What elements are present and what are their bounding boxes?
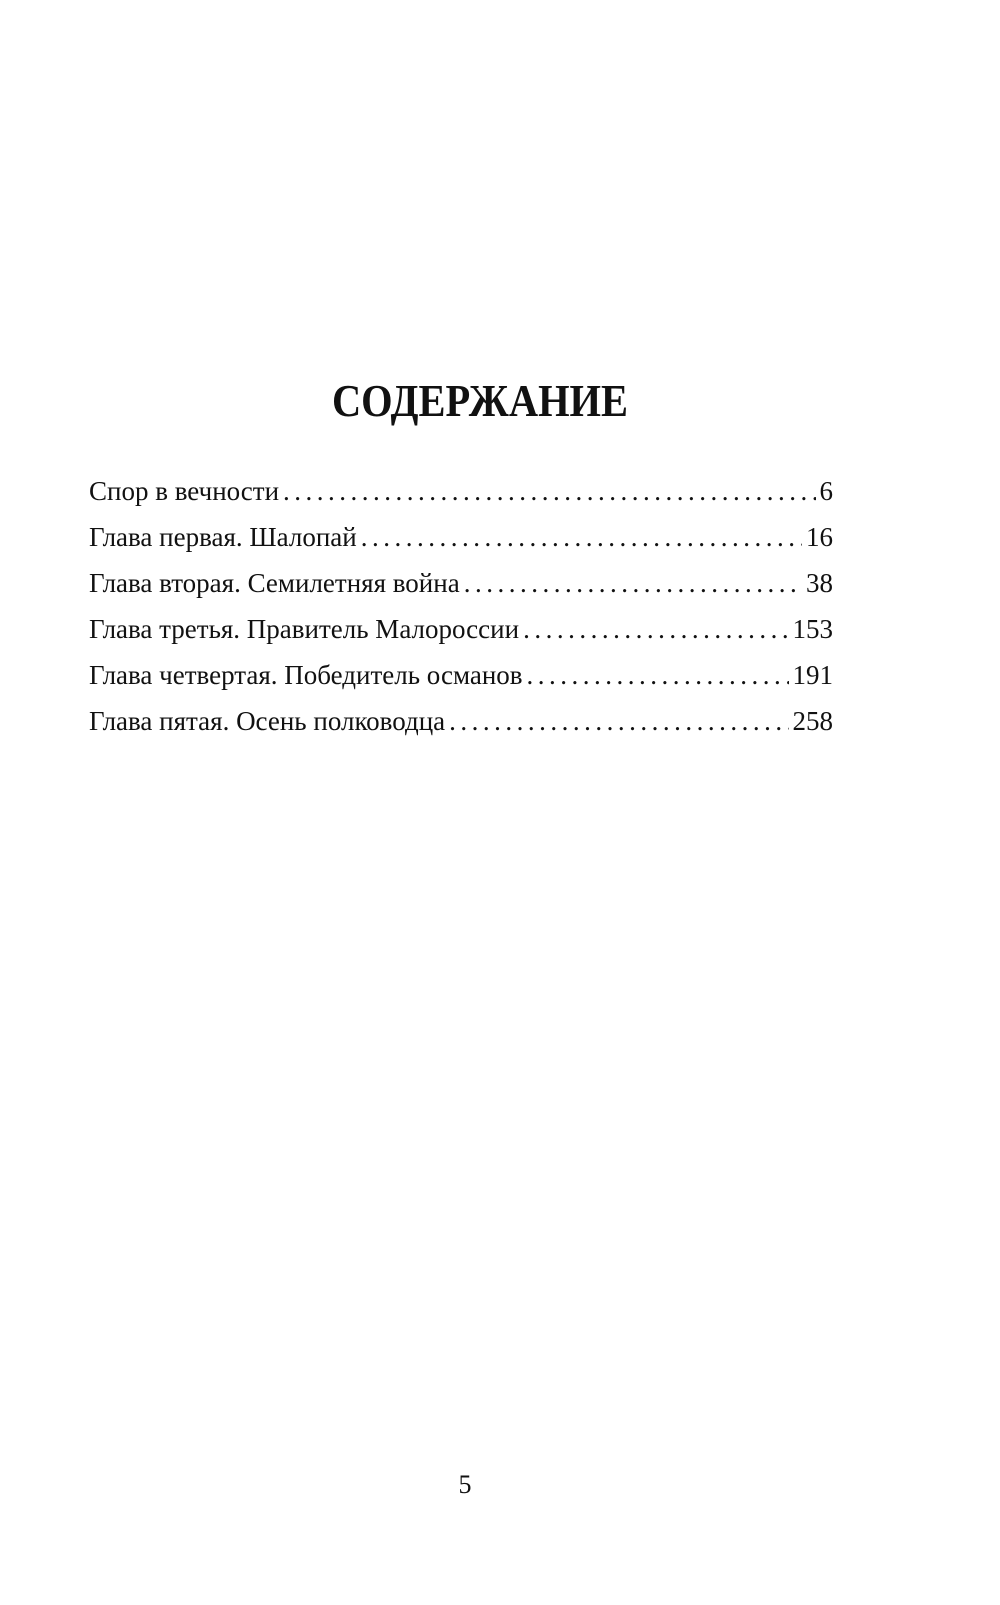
dot-leader xyxy=(283,468,815,514)
toc-entry xyxy=(89,514,833,560)
toc-entry-title: Глава четвертая. Победитель османов xyxy=(89,660,523,690)
toc-entry-page: 153 xyxy=(792,614,833,644)
dot-leader xyxy=(449,698,788,744)
toc-entry xyxy=(89,652,833,698)
toc-entry-title: Глава третья. Правитель Малороссии xyxy=(89,614,520,644)
table-of-contents xyxy=(89,468,833,744)
toc-entry xyxy=(89,560,833,606)
dot-leader xyxy=(523,606,788,652)
toc-entry-page: 16 xyxy=(806,522,833,552)
toc-entry-page: 38 xyxy=(806,568,833,598)
toc-entry-title: Глава первая. Шалопай xyxy=(89,522,357,552)
toc-entry xyxy=(89,698,833,744)
toc-entry xyxy=(89,468,833,514)
dot-leader xyxy=(527,652,789,698)
page-title: СОДЕРЖАНИЕ xyxy=(331,375,629,426)
toc-entry-title: Глава пятая. Осень полководца xyxy=(89,706,446,736)
toc-entry xyxy=(89,606,833,652)
toc-entry-page: 191 xyxy=(792,660,833,690)
toc-entry-title: Спор в вечности xyxy=(89,476,280,506)
toc-entry-title: Глава вторая. Семилетняя война xyxy=(89,568,460,598)
toc-entry-page: 258 xyxy=(792,706,833,736)
toc-entry-page: 6 xyxy=(819,476,833,506)
page-number: 5 xyxy=(458,1470,472,1499)
dot-leader xyxy=(361,514,802,560)
dot-leader xyxy=(464,560,802,606)
